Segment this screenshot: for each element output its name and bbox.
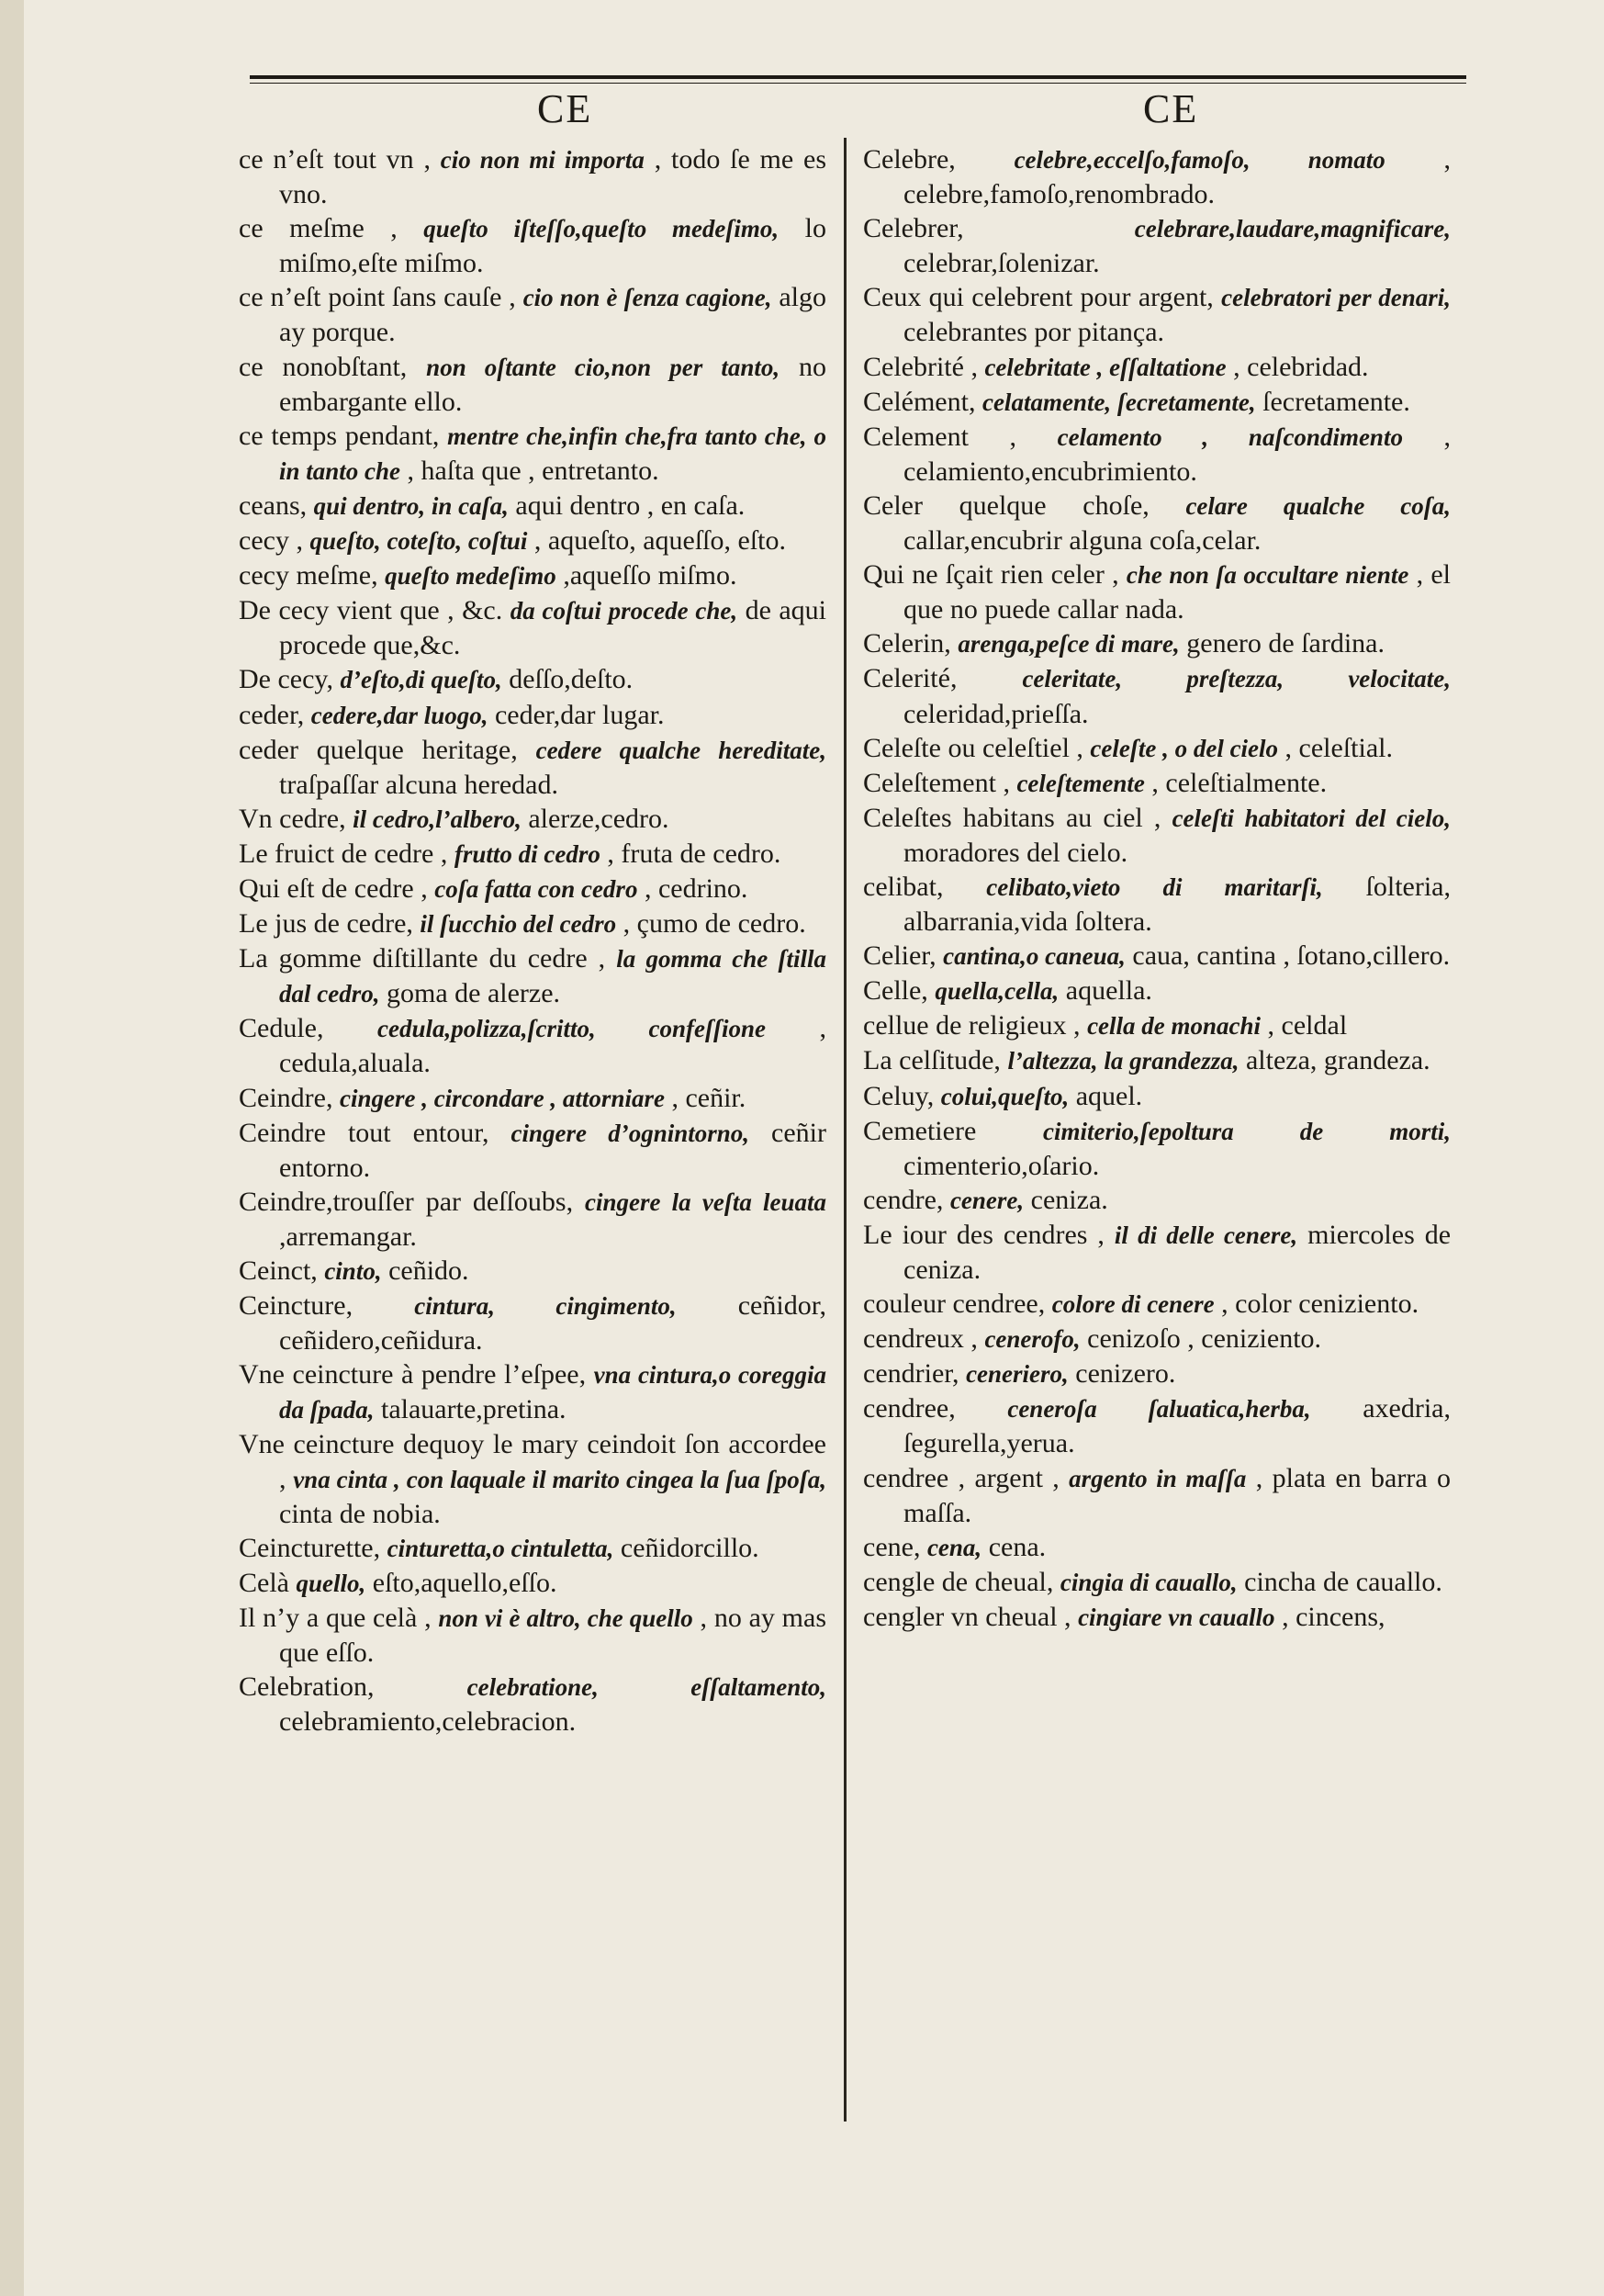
entry-french: Ceinct, [239, 1255, 318, 1286]
entry-french: Celuy, [863, 1080, 935, 1111]
dictionary-entry [863, 1461, 1451, 1530]
dictionary-entry [239, 419, 826, 489]
entry-spanish: ceñido. [388, 1255, 469, 1286]
entry-italian: cingere la veſta leuata [585, 1187, 827, 1216]
entry-italian: cio non mi importa [440, 146, 645, 174]
entry-french: ceder quelque heritage, [239, 734, 518, 765]
entry-french: Ceindre tout entour, [239, 1117, 489, 1148]
entry-french: Celebrer, [863, 213, 964, 244]
dictionary-entry [239, 280, 826, 349]
dictionary-entry [863, 870, 1451, 939]
entry-spanish: axedria, ſegurella,yerua. [903, 1393, 1451, 1459]
entry-spanish: celebrantes por pitança. [903, 317, 1165, 348]
dictionary-entry [239, 142, 826, 211]
dictionary-entry [239, 1357, 826, 1427]
dictionary-entry [863, 661, 1451, 730]
entry-italian: cingiare vn cauallo [1078, 1603, 1275, 1631]
entry-french: cecy , [239, 525, 303, 557]
entry-italian: cena, [926, 1533, 982, 1561]
dictionary-entry [239, 1601, 826, 1670]
entry-spanish: aquella. [1065, 975, 1152, 1007]
dictionary-entry [239, 1670, 826, 1739]
entry-french: ce n’eſt tout vn , [239, 144, 431, 174]
entry-italian: vna cinta , con laquale il marito cingea la ſua ſpoſa, [293, 1465, 827, 1493]
entry-french: ce nonobſtant, [239, 351, 408, 382]
entry-spanish: alerze,cedro. [528, 803, 669, 834]
entry-french: cene, [863, 1531, 921, 1562]
entry-italian: cingere , circondare , attorniare [339, 1084, 665, 1112]
entry-french: Celerin, [863, 628, 951, 659]
entry-french: Ceincturette, [239, 1532, 381, 1563]
entry-french: ce meſme , [239, 213, 398, 244]
entry-spanish: cenizero. [1075, 1358, 1176, 1390]
entry-spanish: goma de alerze. [386, 978, 561, 1009]
entry-italian: cedere qualche hereditate, [535, 736, 826, 764]
dictionary-entry [239, 1116, 826, 1185]
dictionary-entry [863, 280, 1451, 349]
entry-spanish: , celebre,famoſo,renombrado. [903, 144, 1451, 210]
entry-spanish: celeridad,prieſſa. [903, 698, 1089, 729]
dictionary-entry [863, 142, 1451, 211]
entry-italian: celeſte , o del cielo [1090, 734, 1279, 762]
entry-italian: vna cintura,o coreggia da ſpada, [279, 1361, 826, 1424]
entry-french: Vne ceincture à pendre l’eſpee, [239, 1359, 587, 1390]
entry-italian: celebritate , eſſaltatione [984, 353, 1227, 381]
entry-spanish: , plata en barra o maſſa. [903, 1462, 1452, 1528]
dictionary-entry [863, 1356, 1451, 1391]
entry-italian: l’altezza, la grandezza, [1007, 1047, 1239, 1075]
entry-italian: celebratori per denari, [1221, 284, 1451, 312]
entry-italian: cimiterio,ſepoltura de morti, [1043, 1117, 1452, 1145]
entry-spanish: , el que no puede callar nada. [903, 559, 1451, 625]
dictionary-entry [863, 939, 1451, 974]
dictionary-entry [239, 802, 826, 837]
entry-italian: frutto di cedro [454, 839, 600, 868]
entry-french: Celeſte ou celeſtiel , [863, 732, 1083, 763]
entry-french: ceans, [239, 490, 308, 521]
entry-spanish: ceniza. [1030, 1184, 1108, 1215]
entry-spanish: , ceñir. [671, 1082, 746, 1113]
entry-spanish: ceder,dar lugar. [494, 699, 665, 730]
entry-french: cendreux , [863, 1323, 978, 1355]
entry-french: cecy meſme, [239, 560, 378, 591]
entry-spanish: cenizoſo , ceniziento. [1087, 1323, 1322, 1355]
entry-french: cengle de cheual, [863, 1566, 1054, 1597]
entry-italian: d’eſto,di queſto, [340, 666, 502, 694]
entry-italian: la gomma che ſtilla dal cedro, [279, 945, 826, 1008]
entry-spanish: cena. [988, 1531, 1047, 1562]
entry-spanish: ceñidor, ceñidero,ceñidura. [279, 1290, 826, 1356]
entry-french: cengler vn cheual , [863, 1601, 1071, 1632]
entry-italian: cio non è ſenza cagione, [522, 284, 772, 312]
entry-french: Celeſtement , [863, 767, 1010, 798]
dictionary-entry [239, 872, 826, 906]
entry-spanish: lo miſmo,eſte miſmo. [279, 213, 827, 279]
top-rule-thin [250, 83, 1466, 84]
top-rule [250, 75, 1466, 79]
right-column [863, 142, 1451, 1635]
entry-french: Celerité, [863, 663, 958, 694]
entry-italian: colui,queſto, [940, 1082, 1070, 1110]
entry-spanish: , celebridad. [1233, 351, 1369, 382]
entry-spanish: caua, cantina , ſotano,cillero. [1132, 940, 1451, 972]
dictionary-entry [239, 1531, 826, 1566]
entry-french: cellue de religieux , [863, 1010, 1081, 1041]
entry-spanish: ſolteria, albarrania,vida ſoltera. [903, 871, 1451, 938]
left-column [239, 142, 826, 1739]
entry-spanish: talauarte,pretina. [381, 1394, 566, 1425]
entry-spanish: , çumo de cedro. [623, 908, 806, 940]
dictionary-entry [863, 1530, 1451, 1565]
entry-french: Celement , [863, 421, 1017, 452]
entry-italian: celamento , naſcondimento [1057, 422, 1403, 451]
entry-italian: celare qualche coſa, [1185, 491, 1452, 520]
entry-french: Vn cedre, [239, 803, 346, 834]
entry-italian: da coſtui procede che, [510, 597, 738, 625]
dictionary-entry [863, 1218, 1451, 1287]
page-gutter-shadow [0, 0, 24, 2296]
entry-italian: non oſtante cio,non per tanto, [426, 353, 780, 381]
entry-french: Ceincture, [239, 1290, 353, 1322]
entry-spanish: , celamiento,encubrimiento. [903, 421, 1452, 487]
dictionary-entry [863, 420, 1451, 489]
dictionary-entry [863, 801, 1451, 870]
entry-spanish: , fruta de cedro. [607, 838, 781, 869]
entry-spanish: , color ceniziento. [1221, 1289, 1419, 1320]
entry-italian: il cedro,l’albero, [353, 805, 522, 833]
entry-italian: celebratione, eſſaltamento, [466, 1673, 827, 1702]
dictionary-entry [239, 1081, 826, 1116]
entry-french: Celebration, [239, 1671, 375, 1703]
running-head-left: CE [537, 86, 593, 131]
dictionary-entry [863, 1287, 1451, 1322]
entry-spanish: , celeſtialmente. [1151, 767, 1328, 798]
entry-italian: cantina,o caneua, [943, 942, 1126, 971]
entry-french: ce temps pendant, [239, 420, 440, 451]
entry-spanish: aquel. [1075, 1080, 1143, 1111]
entry-spanish: genero de ſardina. [1186, 628, 1385, 659]
entry-italian: cedula,polizza,ſcritto, confeſſione [377, 1015, 766, 1043]
dictionary-entry [239, 1011, 826, 1080]
entry-spanish: ſecretamente. [1262, 386, 1410, 417]
entry-french: Il n’y a que celà , [239, 1602, 432, 1633]
dictionary-entry [239, 593, 826, 662]
entry-french: Cedule, [239, 1013, 324, 1044]
entry-french: Celà [239, 1567, 289, 1598]
entry-french: Le iour des cendres , [863, 1219, 1105, 1250]
entry-french: La celſitude, [863, 1045, 1001, 1076]
dictionary-entry [239, 1254, 826, 1289]
entry-spanish: aqui dentro , en caſa. [515, 490, 746, 521]
entry-spanish: eſto,aquello,eſſo. [372, 1567, 557, 1598]
entry-french: celibat, [863, 871, 944, 902]
dictionary-entry [863, 1079, 1451, 1114]
dictionary-entry [239, 662, 826, 697]
entry-italian: argento in maſſa [1069, 1464, 1247, 1492]
dictionary-entry [239, 350, 826, 419]
entry-french: Qui ne ſçait rien celer , [863, 559, 1119, 591]
dictionary-entry [863, 350, 1451, 385]
dictionary-entry [863, 557, 1451, 626]
entry-spanish: traſpaſſar alcuna heredad. [279, 769, 558, 800]
entry-french: Celément, [863, 386, 976, 417]
dictionary-entry [239, 941, 826, 1011]
entry-french: De cecy, [239, 664, 333, 695]
running-head-right: CE [1143, 86, 1199, 131]
entry-french: Celebre, [863, 144, 956, 174]
entry-italian: cella de monachi [1087, 1012, 1262, 1041]
dictionary-entry [863, 1043, 1451, 1078]
dictionary-entry [239, 1185, 826, 1254]
dictionary-entry [863, 1391, 1451, 1460]
entry-french: Ceux qui celebrent pour argent, [863, 282, 1214, 313]
dictionary-entry [863, 385, 1451, 420]
entry-spanish: cinta de nobia. [279, 1498, 441, 1529]
dictionary-entry [239, 523, 826, 558]
entry-italian: quello, [296, 1569, 366, 1597]
entry-french: cendree, [863, 1393, 956, 1424]
entry-italian: cinto, [324, 1257, 382, 1285]
entry-italian: mentre che,infin che,fra tanto che, o in tanto che [279, 422, 826, 485]
entry-french: ce n’eſt point ſans cauſe , [239, 282, 516, 313]
entry-italian: cingia di cauallo, [1060, 1568, 1238, 1596]
dictionary-entry [863, 974, 1451, 1008]
entry-italian: cingere d’ognintorno, [510, 1119, 750, 1147]
dictionary-entry [239, 837, 826, 872]
entry-italian: non vi è altro, che quello [438, 1604, 693, 1632]
dictionary-entry [863, 489, 1451, 557]
entry-spanish: , celdal [1267, 1010, 1348, 1041]
entry-spanish: miercoles de ceniza. [903, 1219, 1452, 1285]
entry-french: Celeſtes habitans au ciel , [863, 802, 1161, 833]
entry-french: couleur cendree, [863, 1289, 1046, 1320]
entry-french: Celle, [863, 975, 928, 1007]
entry-spanish: , aqueſto, aqueſſo, eſto. [533, 525, 786, 557]
entry-french: ceder, [239, 699, 305, 730]
dictionary-entry [863, 626, 1451, 661]
dictionary-entry [239, 906, 826, 941]
entry-spanish: deſſo,deſto. [509, 664, 634, 695]
entry-french: cendre, [863, 1184, 944, 1215]
entry-italian: arenga,peſce di mare, [958, 630, 1180, 658]
entry-italian: celibato,vieto di maritarſi, [986, 872, 1323, 901]
entry-french: Ceindre, [239, 1082, 333, 1113]
dictionary-entry [863, 731, 1451, 766]
entry-french: cendrier, [863, 1358, 959, 1390]
entry-italian: cedere,dar luogo, [310, 701, 488, 729]
entry-italian: celebre,eccelſo,famoſo, nomato [1014, 146, 1385, 174]
entry-italian: cenerofo, [984, 1325, 1081, 1354]
entry-spanish: callar,encubrir alguna coſa,celar. [903, 525, 1262, 557]
dictionary-entry [239, 489, 826, 523]
entry-italian: che non ſa occultare niente [1126, 561, 1409, 590]
entry-spanish: , celeſtial. [1284, 732, 1393, 763]
dictionary-entry [863, 1183, 1451, 1218]
entry-spanish: cincha de cauallo. [1244, 1566, 1442, 1597]
dictionary-entry [239, 1289, 826, 1357]
entry-italian: queſto, coteſto, coſtui [309, 527, 528, 556]
dictionary-entry [863, 1322, 1451, 1356]
entry-spanish: de aqui procede que,&c. [279, 595, 827, 661]
entry-spanish: alteza, grandeza. [1245, 1045, 1430, 1076]
entry-spanish: ceñir entorno. [279, 1117, 826, 1183]
entry-italian: quella,cella, [935, 977, 1060, 1006]
entry-spanish: celebrar,ſolenizar. [903, 248, 1100, 279]
entry-french: De cecy vient que , &c. [239, 595, 503, 626]
entry-spanish: algo ay porque. [279, 282, 826, 348]
entry-italian: queſto iſteſſo,queſto medeſimo, [423, 215, 780, 243]
entry-italian: colore di cenere [1051, 1290, 1215, 1319]
entry-italian: ceneriero, [966, 1360, 1069, 1389]
entry-spanish: ,arremangar. [279, 1221, 417, 1252]
entry-french: Vne ceincture dequoy le mary ceindoit ſon accordee , [239, 1429, 826, 1494]
entry-spanish: , haſta que , entretanto. [407, 455, 659, 486]
entry-french: Le jus de cedre, [239, 908, 413, 940]
entry-spanish: cimenterio,oſario. [903, 1150, 1100, 1181]
entry-french: Celier, [863, 940, 937, 972]
entry-spanish: , no ay mas que eſſo. [279, 1602, 827, 1669]
entry-french: Celebrité , [863, 351, 978, 382]
entry-italian: cintura, cingimento, [414, 1292, 677, 1321]
dictionary-entry [863, 1114, 1451, 1183]
dictionary-entry [239, 211, 826, 280]
entry-italian: celebrare,laudare,magnificare, [1134, 215, 1451, 243]
dictionary-entry [239, 558, 826, 593]
entry-spanish: celebramiento,celebracion. [279, 1706, 577, 1738]
entry-italian: ceneroſa ſaluatica,herba, [1007, 1395, 1311, 1424]
entry-italian: cinturetta,o cintuletta, [387, 1534, 614, 1562]
column-divider [844, 138, 847, 2122]
entry-italian: cenere, [949, 1186, 1025, 1214]
entry-spanish: , todo ſe me es vno. [279, 144, 826, 210]
entry-italian: qui dentro, in caſa, [313, 491, 509, 520]
dictionary-entry [239, 733, 826, 802]
entry-italian: il ſucchio del cedro [420, 910, 617, 939]
entry-spanish: , cedula,aluala. [279, 1013, 827, 1079]
entry-italian: coſa fatta con cedro [434, 874, 638, 903]
entry-french: Le fruict de cedre , [239, 838, 448, 869]
entry-italian: celeſtemente [1016, 769, 1145, 797]
dictionary-entry [863, 766, 1451, 801]
dictionary-entry [863, 1565, 1451, 1600]
entry-spanish: , cedrino. [644, 872, 748, 904]
entry-french: Celer quelque choſe, [863, 490, 1150, 521]
entry-french: Cemetiere [863, 1115, 977, 1146]
entry-spanish: , cincens, [1282, 1601, 1385, 1632]
dictionary-entry [239, 1566, 826, 1601]
entry-spanish: ceñidorcillo. [620, 1532, 759, 1563]
entry-italian: il di delle cenere, [1114, 1221, 1298, 1249]
dictionary-entry [239, 1427, 826, 1530]
entry-french: cendree , argent , [863, 1462, 1060, 1493]
entry-french: La gomme diſtillante du cedre , [239, 943, 606, 974]
entry-french: Ceindre,trouſſer par deſſoubs, [239, 1186, 574, 1217]
dictionary-entry [863, 1008, 1451, 1043]
entry-spanish: ,aqueſſo miſmo. [563, 560, 737, 591]
entry-spanish: moradores del cielo. [903, 837, 1128, 868]
entry-italian: celeſti habitatori del cielo, [1172, 804, 1452, 832]
entry-spanish: no embargante ello. [279, 351, 827, 417]
entry-french: Qui eſt de cedre , [239, 872, 428, 904]
entry-italian: celeritate, preſtezza, velocitate, [1022, 665, 1452, 693]
entry-italian: celatamente, ſecretamente, [981, 388, 1256, 416]
entry-italian: queſto medeſimo [385, 562, 556, 591]
dictionary-entry [239, 698, 826, 733]
dictionary-entry [863, 1600, 1451, 1635]
dictionary-entry [863, 211, 1451, 280]
